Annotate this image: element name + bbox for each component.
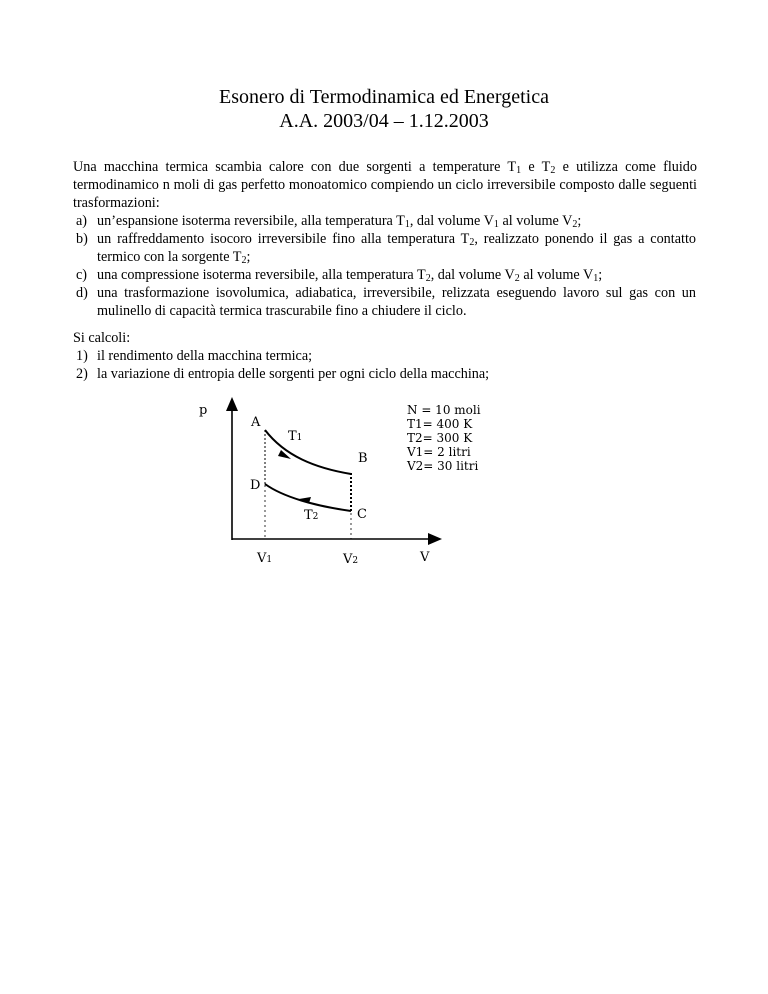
item-text: , dal volume V [430,267,515,283]
item-text: al volume V [519,267,594,283]
item-text: ; [577,213,582,229]
item-text: un raffreddamento isocoro irreversibile fino alla temperatura T [97,231,470,247]
tick-label-v1 [256,551,272,566]
item-text: una trasformazione isovolumica, adiabatica, irreversibile, relizzata eseguendo lavoro sul gas con un mulinello di capacità termica trascurabile fino a chiudere il ciclo. [97,285,696,319]
item-text: al volume V [498,213,573,229]
label-t1-main: T [288,429,297,444]
axis-label-p: p [199,403,208,418]
tick-v1-main: V [257,551,267,566]
item-marker: 2) [76,366,88,382]
item-marker: c) [76,267,88,283]
intro-text-a: Una macchina termica scambia calore con due sorgenti a temperature T [73,159,517,175]
item-sub: 2 [425,273,431,284]
item-sub: 1 [493,219,499,230]
param-n: N = 10 moli [407,403,481,417]
isotherm-t1-curve [265,430,351,474]
tick-v2-main: V [343,552,353,567]
intro-text-b: e T [521,159,551,175]
param-v1: V1= 2 litri [407,445,471,459]
item-sub: 2 [241,255,247,266]
tick-label-v2 [342,552,358,567]
item-marker: 1) [76,348,88,364]
tick-v1-sub: 1 [266,555,273,565]
intro-sub-2: 2 [550,165,556,176]
item-text: un’espansione isoterma reversibile, alla temperatura T [97,213,405,229]
item-text: il rendimento della macchina termica; [97,348,313,364]
title-line-2: A.A. 2003/04 – 1.12.2003 [279,110,489,132]
param-v2: V2= 30 litri [407,459,479,473]
item-text: ; [246,249,251,265]
item-marker: a) [76,213,88,229]
item-sub: 2 [572,219,578,230]
item-text: ; [598,267,603,283]
y-axis-arrowhead [226,397,238,411]
item-text: la variazione di entropia delle sorgenti per ogni ciclo della macchina; [97,366,490,382]
param-t2: T2= 300 K [407,431,473,445]
item-marker: d) [76,285,88,301]
label-t2-main: T [304,508,313,523]
item-text: una compressione isoterma reversibile, alla temperatura T [97,267,426,283]
point-label-b: B [358,451,368,466]
point-label-a: A [251,415,261,430]
calc-intro: Si calcoli: [73,330,131,346]
item-sub: 2 [469,237,475,248]
item-text: , dal volume V [409,213,494,229]
item-sub: 2 [514,273,520,284]
label-t1 [288,429,302,444]
point-label-c: C [357,507,367,522]
item-marker: b) [76,231,88,247]
title-line-1: Esonero di Termodinamica ed Energetica [219,86,549,108]
tick-v2-sub: 2 [352,556,359,566]
item-sub: 1 [593,273,599,284]
param-t1: T1= 400 K [407,417,473,431]
intro-text-c: e utilizza come fluido termodinamico n moli di gas perfetto monoatomico compiendo un ciclo irreversibile composto dalle seguenti trasformazioni: [73,159,697,211]
label-t1-sub: 1 [296,433,303,443]
point-label-d: D [250,478,261,493]
x-axis-arrowhead [428,533,442,545]
item-text: , realizzato ponendo il gas a contatto termico con la sorgente T [97,231,696,265]
axis-label-v: V [420,550,430,565]
label-t2-sub: 2 [312,512,319,522]
label-t2 [304,508,318,523]
item-sub: 1 [404,219,410,230]
intro-sub-1: 1 [516,165,522,176]
